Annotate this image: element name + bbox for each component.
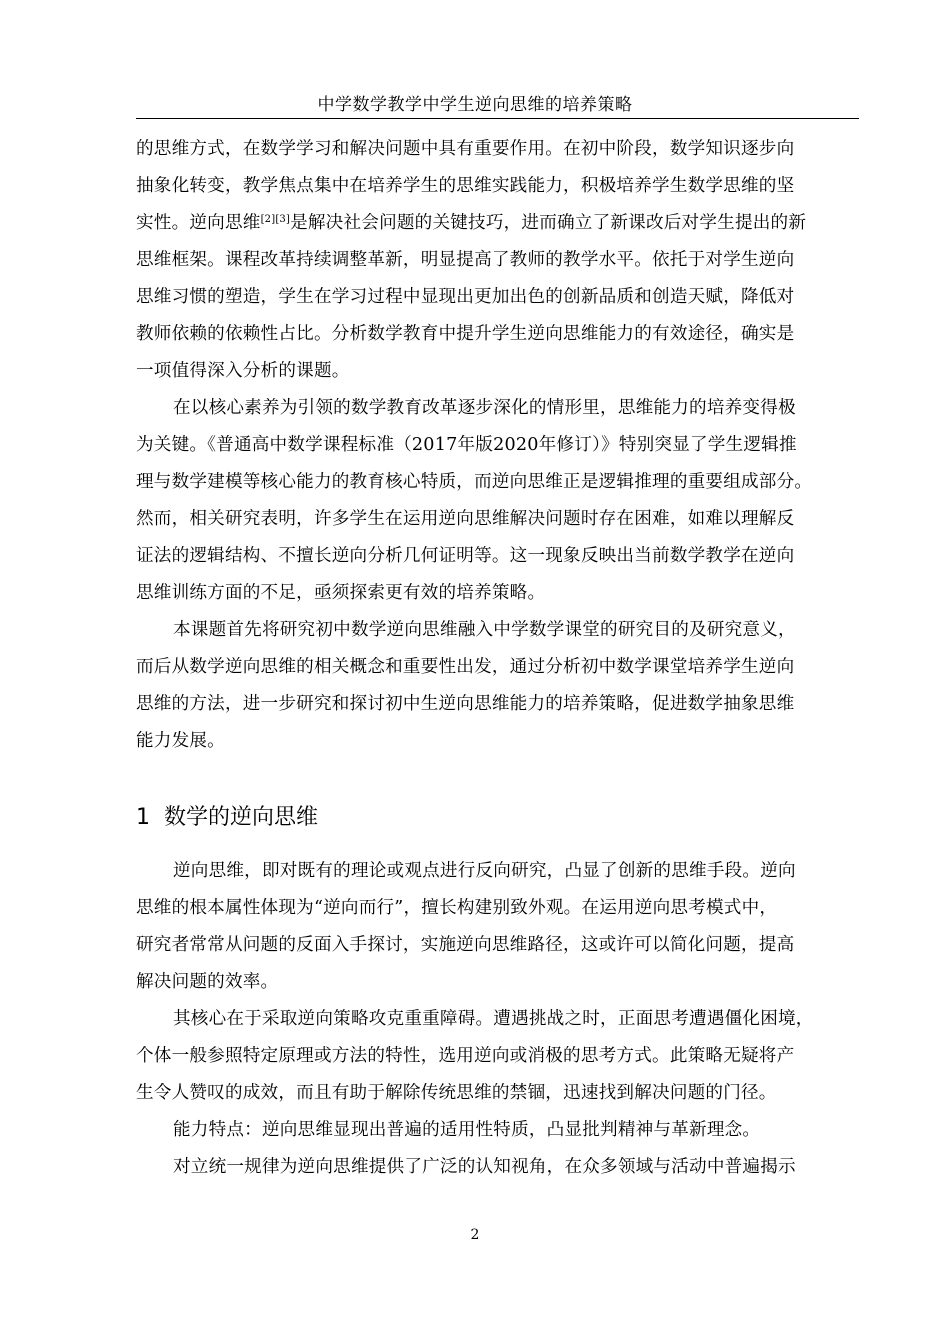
text-line: 研究者常常从问题的反面入手探讨，实施逆向思维路径，这或许可以简化问题，提高: [136, 935, 795, 955]
text-line: 理与数学建模等核心能力的教育核心特质，而逆向思维正是逻辑推理的重要组成部分。: [136, 472, 813, 492]
text-span: 是解决社会问题的关键技巧，进而确立了新课改后对学生提出的新: [290, 213, 807, 233]
paragraph-4: [136, 853, 863, 1001]
text-line: [136, 205, 863, 242]
paragraph-3: [136, 612, 863, 760]
text-line: 本课题首先将研究初中数学逆向思维融入中学数学课堂的研究目的及研究意义，: [173, 620, 796, 640]
paragraph-5: [136, 1001, 863, 1112]
paragraph-7: [136, 1149, 863, 1186]
text-line: 而后从数学逆向思维的相关概念和重要性出发，通过分析初中数学课堂培养学生逆向: [136, 657, 795, 677]
paragraph-2: [136, 390, 863, 612]
text-line: 然而，相关研究表明，许多学生在运用逆向思维解决问题时存在困难，如难以理解反: [136, 509, 795, 529]
intro-text: [136, 131, 863, 760]
text-line: 能力特点：逆向思维显现出普遍的适用性特质，凸显批判精神与革新理念。: [173, 1120, 761, 1140]
page-number: 2: [470, 1227, 480, 1243]
text-line: 在以核心素养为引领的数学教育改革逐步深化的情形里，思维能力的培养变得极: [173, 398, 796, 418]
paragraph-6: [136, 1112, 863, 1149]
section-1-text: [136, 853, 863, 1186]
text-line: 思维训练方面的不足，亟须探索更有效的培养策略。: [136, 583, 546, 603]
text-line: 思维框架。课程改革持续调整革新，明显提高了教师的教学水平。依托于对学生逆向: [136, 250, 795, 270]
text-line: 解决问题的效率。: [136, 972, 279, 992]
section-title: 数学的逆向思维: [164, 805, 319, 830]
text-line: 证法的逻辑结构、不擅长逆向分析几何证明等。这一现象反映出当前数学教学在逆向: [136, 546, 795, 566]
text-line: 生令人赞叹的成效，而且有助于解除传统思维的禁锢，迅速找到解决问题的门径。: [136, 1083, 777, 1103]
paragraph-1: [136, 131, 863, 390]
text-span: 实性。逆向思维: [136, 213, 261, 233]
text-line: 一项值得深入分析的课题。: [136, 361, 350, 381]
text-line: 逆向思维，即对既有的理论或观点进行反向研究，凸显了创新的思维手段。逆向: [173, 861, 796, 881]
text-line: 思维的根本属性体现为“逆向而行”，擅长构建别致外观。在运用逆向思考模式中，: [136, 898, 778, 918]
text-line: 对立统一规律为逆向思维提供了广泛的认知视角，在众多领域与活动中普遍揭示: [173, 1157, 796, 1177]
header-rule: [136, 118, 859, 119]
text-line: 思维习惯的塑造，学生在学习过程中显现出更加出色的创新品质和创造天赋，降低对: [136, 287, 795, 307]
citation-marker: [2][3]: [260, 214, 291, 225]
text-line: 抽象化转变，教学焦点集中在培养学生的思维实践能力，积极培养学生数学思维的坚: [136, 176, 795, 196]
text-line: 个体一般参照特定原理或方法的特性，选用逆向或消极的思考方式。此策略无疑将产: [136, 1046, 795, 1066]
text-line: 能力发展。: [136, 731, 225, 751]
text-line: 教师依赖的依赖性占比。分析数学教育中提升学生逆向思维能力的有效途径，确实是: [136, 324, 795, 344]
running-header: 中学数学教学中学生逆向思维的培养策略: [317, 95, 633, 115]
section-number: 1: [136, 805, 150, 830]
text-line: 思维的方法，进一步研究和探讨初中生逆向思维能力的培养策略，促进数学抽象思维: [136, 694, 795, 714]
text-line: 其核心在于采取逆向策略攻克重重障碍。遭遇挑战之时，正面思考遭遇僵化困境，: [173, 1009, 814, 1029]
section-heading: [136, 800, 318, 831]
text-line: 为关键。《普通高中数学课程标准（2017年版2020年修订）》特别突显了学生逻辑推: [136, 435, 797, 455]
text-line: 的思维方式，在数学学习和解决问题中具有重要作用。在初中阶段，数学知识逐步向: [136, 139, 795, 159]
